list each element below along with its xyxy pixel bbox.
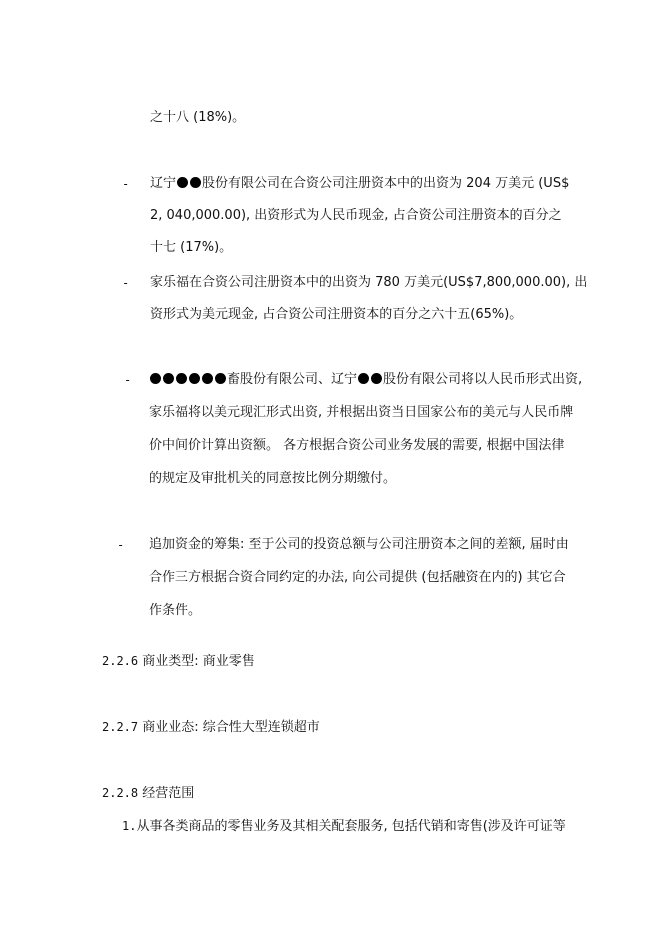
section-number: 2.2.7 — [102, 720, 139, 734]
redaction-dot-icon — [215, 373, 226, 384]
text-line-2-part-2: 股份有限公司在合资公司注册资本中的出资为 204 万美元 (US$ — [202, 176, 570, 191]
bullet-dash-2: - — [122, 276, 130, 290]
section-2-2-8 — [102, 785, 194, 801]
redaction-dot-icon — [202, 373, 213, 384]
list-item-1 — [122, 818, 566, 834]
text-line-3: 2, 040,000.00), 出资形式为人民币现金, 占合资公司注册资本的百分之 — [150, 208, 562, 223]
text-line-11: 追加资金的筹集: 至于公司的投资总额与公司注册资本之间的差额, 届时由 — [149, 537, 569, 552]
redaction-dot-icon — [358, 373, 369, 384]
redaction-dot-icon — [176, 373, 187, 384]
bullet-dash-1: - — [122, 177, 130, 191]
list-item-text: 从事各类商品的零售业务及其相关配套服务, 包括代销和寄售(涉及许可证等 — [136, 819, 566, 834]
redaction-dot-icon — [150, 373, 161, 384]
section-text: 经营范围 — [142, 786, 195, 801]
bullet-dash-3: - — [124, 373, 132, 387]
text-line-7-part-2: 股份有限公司将以人民币形式出资, — [383, 372, 583, 387]
text-line-8: 家乐福将以美元现汇形式出资, 并根据出资当日国家公布的美元与人民币牌 — [149, 405, 574, 420]
redaction-dot-icon — [163, 373, 174, 384]
section-text: 商业类型: 商业零售 — [142, 654, 255, 669]
text-line-7-part-1: 畜股份有限公司、辽宁 — [227, 372, 358, 387]
text-line-2-part-1: 辽宁 — [150, 176, 177, 191]
redaction-dot-icon — [177, 177, 188, 188]
text-line-1: 之十八 (18%)。 — [150, 110, 246, 125]
text-line-9: 价中间价计算出资额。 各方根据合资公司业务发展的需要, 根据中国法律 — [149, 438, 565, 453]
text-line-5: 家乐福在合资公司注册资本中的出资为 780 万美元(US$7,800,000.00), 出 — [150, 275, 588, 290]
redaction-dot-icon — [190, 177, 201, 188]
bullet-dash-4: - — [117, 538, 125, 552]
text-line-2 — [150, 176, 569, 192]
text-line-4: 十七 (17%)。 — [150, 240, 233, 255]
text-line-12: 合作三方根据合资合同约定的办法, 向公司提供 (包括融资在内的) 其它合 — [149, 570, 566, 585]
text-line-7 — [149, 372, 582, 388]
redaction-dot-icon — [189, 373, 200, 384]
text-line-13: 作条件。 — [149, 603, 202, 618]
section-2-2-7 — [102, 719, 320, 735]
text-line-10: 的规定及审批机关的同意按比例分期缴付。 — [149, 471, 397, 486]
section-number: 2.2.6 — [102, 654, 139, 668]
section-text: 商业业态: 综合性大型连锁超市 — [142, 720, 320, 735]
section-2-2-6 — [102, 653, 255, 669]
redaction-dot-icon — [371, 373, 382, 384]
text-line-6: 资形式为美元现金, 占合资公司注册资本的百分之六十五(65%)。 — [150, 307, 523, 322]
section-number: 2.2.8 — [102, 786, 139, 800]
list-item-number: 1. — [122, 819, 137, 833]
